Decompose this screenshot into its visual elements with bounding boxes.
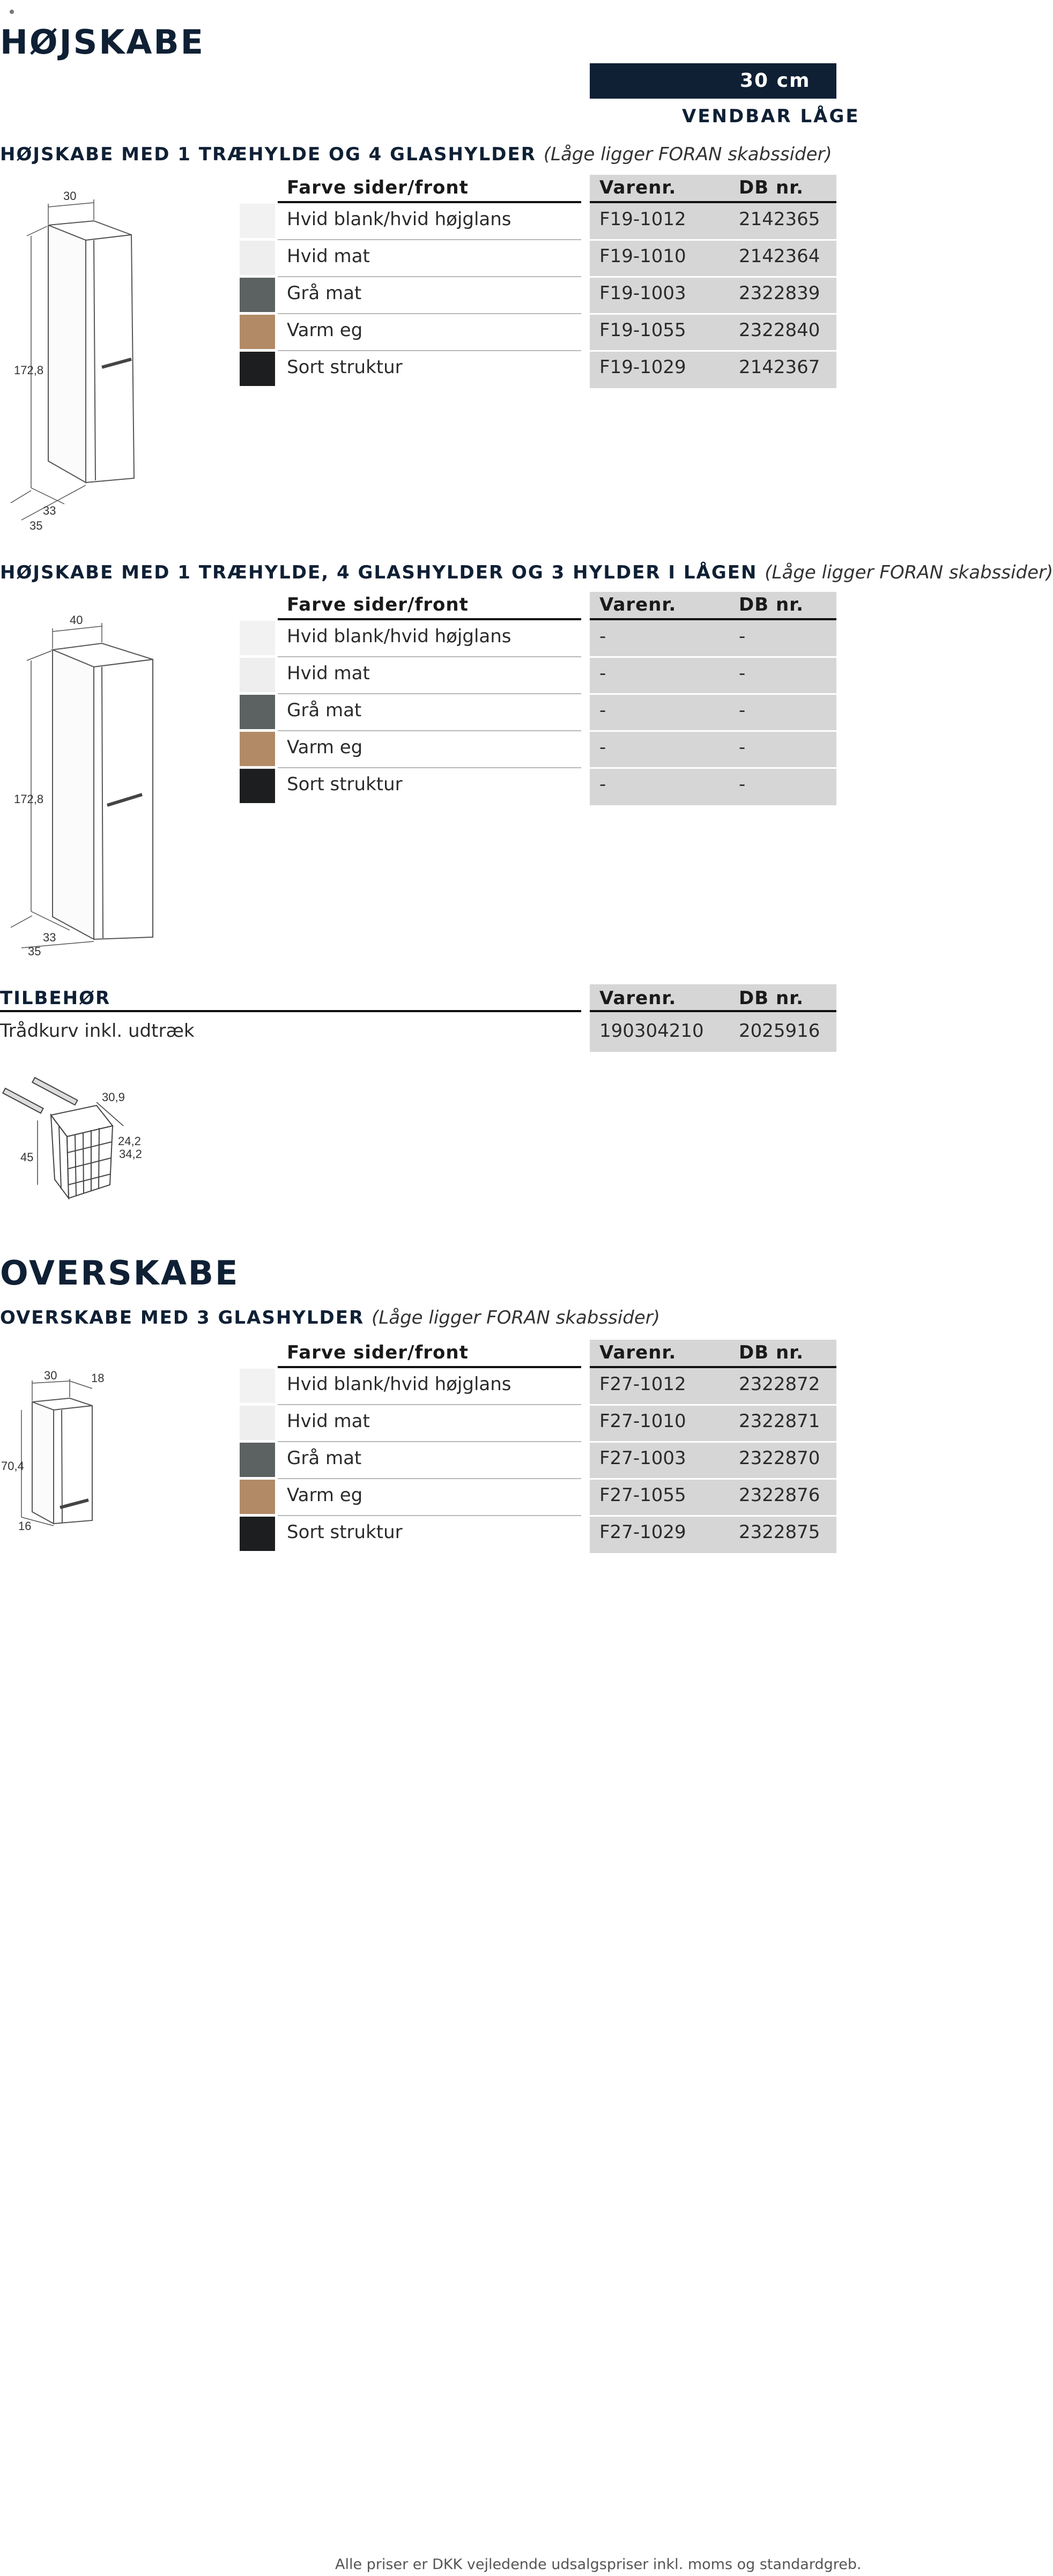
- color-swatch: [240, 769, 275, 803]
- varenr-cell: -: [599, 737, 606, 758]
- dim-depth-outer: 35: [28, 945, 41, 958]
- dbnr-cell: 2142367: [739, 357, 820, 378]
- row-divider: [278, 1404, 581, 1405]
- color-swatch: [240, 658, 275, 692]
- row-divider: [278, 693, 581, 694]
- color-name: Sort struktur: [287, 357, 403, 378]
- row-divider: [590, 1404, 836, 1406]
- tall-cabinet-drawing: [0, 600, 161, 960]
- price-columns-bg: [590, 592, 836, 805]
- dim-height: 70,4: [1, 1459, 24, 1473]
- section-title-text: HØJSKABE MED 1 TRÆHYLDE OG 4 GLASHYLDER: [0, 144, 536, 165]
- color-swatch: [240, 621, 275, 655]
- varenr-cell: F27-1003: [599, 1447, 686, 1469]
- dim-height: 45: [20, 1150, 34, 1164]
- bullet-icon: [10, 10, 14, 14]
- dbnr-cell: 2142364: [739, 246, 820, 267]
- color-name: Varm eg: [287, 1484, 363, 1506]
- color-name: Varm eg: [287, 320, 363, 341]
- color-swatch: [240, 352, 275, 386]
- size-header: 30 cm: [590, 63, 836, 99]
- varenr-cell: -: [599, 663, 606, 684]
- row-divider: [278, 239, 581, 240]
- color-swatch: [240, 1406, 275, 1440]
- header-rule: [590, 201, 836, 203]
- dim-width: 30,9: [102, 1090, 125, 1104]
- page-title: HØJSKABE: [0, 23, 205, 62]
- header-rule: [0, 1010, 581, 1012]
- door-label: VENDBAR LÅGE: [682, 106, 860, 127]
- row-divider: [278, 1478, 581, 1479]
- col-varenr-header: Varenr.: [599, 1342, 677, 1363]
- row-divider: [590, 313, 836, 315]
- col-color-header: Farve sider/front: [287, 177, 469, 198]
- col-color-header: Farve sider/front: [287, 594, 469, 615]
- accessory-name: Trådkurv inkl. udtræk: [0, 1020, 195, 1042]
- col-dbnr-header: DB nr.: [739, 1342, 804, 1363]
- section-title: [0, 1307, 660, 1328]
- dbnr-cell: 2142365: [739, 209, 820, 230]
- dim-height: 172,8: [14, 363, 44, 377]
- dbnr-cell: -: [739, 700, 746, 721]
- accessories-title: TILBEHØR: [0, 988, 111, 1009]
- color-name: Sort struktur: [287, 774, 403, 795]
- color-swatch: [240, 695, 275, 729]
- row-divider: [278, 276, 581, 277]
- row-divider: [278, 1515, 581, 1516]
- varenr-cell: F19-1029: [599, 357, 686, 378]
- row-divider: [590, 767, 836, 769]
- dbnr-cell: -: [739, 663, 746, 684]
- dbnr-cell: 2322839: [739, 283, 820, 304]
- row-divider: [590, 1478, 836, 1480]
- color-name: Hvid mat: [287, 1411, 370, 1432]
- footer-note: Alle priser er DKK vejledende udsalgspriser inkl. moms og standardgreb.: [335, 2556, 862, 2573]
- row-divider: [590, 239, 836, 241]
- varenr-cell: F27-1055: [599, 1484, 686, 1506]
- dbnr-cell: 2322876: [739, 1484, 820, 1506]
- wall-cabinet-drawing: [0, 1367, 123, 1539]
- section-heading: OVERSKABE: [0, 1253, 240, 1293]
- dbnr-cell: 2322840: [739, 320, 820, 341]
- col-varenr-header: Varenr.: [599, 988, 677, 1009]
- section-note: (Låge ligger FORAN skabssider): [372, 1307, 661, 1328]
- section-note: (Låge ligger FORAN skabssider): [543, 144, 832, 165]
- dim-width: 30: [63, 189, 77, 203]
- row-divider: [590, 350, 836, 352]
- header-rule: [278, 618, 581, 620]
- color-swatch: [240, 241, 275, 275]
- color-name: Hvid blank/hvid højglans: [287, 209, 511, 230]
- dim-depth-inner: 33: [43, 504, 56, 517]
- varenr-cell: F27-1029: [599, 1521, 686, 1543]
- varenr-cell: F19-1010: [599, 246, 686, 267]
- color-name: Grå mat: [287, 700, 362, 721]
- dim-height: 172,8: [14, 792, 44, 806]
- row-divider: [590, 656, 836, 658]
- dim-depth: 18: [91, 1371, 105, 1385]
- row-divider: [590, 276, 836, 278]
- color-name: Hvid blank/hvid højglans: [287, 626, 511, 647]
- color-swatch: [240, 1480, 275, 1514]
- dbnr-cell: 2322872: [739, 1374, 820, 1395]
- header-rule: [590, 1366, 836, 1368]
- dbnr-cell: 2322871: [739, 1411, 820, 1432]
- varenr-cell: -: [599, 626, 606, 647]
- header-rule: [590, 1010, 836, 1012]
- varenr-cell: F27-1010: [599, 1411, 686, 1432]
- dim-width: 40: [70, 613, 83, 627]
- header-rule: [278, 201, 581, 203]
- color-name: Grå mat: [287, 283, 362, 304]
- color-swatch: [240, 315, 275, 349]
- section-title-text: HØJSKABE MED 1 TRÆHYLDE, 4 GLASHYLDER OG 3 HYLDER I LÅGEN: [0, 562, 758, 583]
- dim-depth1: 24,2: [118, 1134, 141, 1148]
- varenr-cell: F19-1003: [599, 283, 686, 304]
- color-name: Hvid mat: [287, 663, 370, 684]
- tall-cabinet-drawing: [0, 182, 145, 536]
- dim-depth2: 34,2: [119, 1147, 142, 1161]
- row-divider: [590, 730, 836, 732]
- col-dbnr-header: DB nr.: [739, 177, 804, 198]
- accessory-varenr: 190304210: [599, 1020, 704, 1042]
- dim-bottom: 16: [18, 1519, 32, 1533]
- color-name: Hvid blank/hvid højglans: [287, 1374, 511, 1395]
- section-title-text: OVERSKABE MED 3 GLASHYLDER: [0, 1307, 365, 1328]
- dim-width: 30: [44, 1369, 57, 1382]
- row-divider: [278, 730, 581, 731]
- row-divider: [278, 1441, 581, 1442]
- accessory-dbnr: 2025916: [739, 1020, 820, 1042]
- col-dbnr-header: DB nr.: [739, 988, 804, 1009]
- section-note: (Låge ligger FORAN skabssider): [765, 562, 1053, 583]
- wire-basket-drawing: [0, 1072, 161, 1212]
- color-name: Sort struktur: [287, 1521, 403, 1543]
- row-divider: [278, 767, 581, 768]
- color-name: Grå mat: [287, 1447, 362, 1469]
- color-swatch: [240, 278, 275, 312]
- varenr-cell: -: [599, 700, 606, 721]
- varenr-cell: F19-1055: [599, 320, 686, 341]
- section-title: [0, 144, 832, 165]
- varenr-cell: -: [599, 774, 606, 795]
- color-swatch: [240, 1369, 275, 1403]
- dim-depth-inner: 33: [43, 931, 56, 944]
- color-swatch: [240, 1443, 275, 1477]
- row-divider: [590, 1515, 836, 1517]
- dbnr-cell: 2322870: [739, 1447, 820, 1469]
- color-swatch: [240, 1517, 275, 1551]
- col-varenr-header: Varenr.: [599, 177, 677, 198]
- varenr-cell: F19-1012: [599, 209, 686, 230]
- dim-depth-outer: 35: [29, 519, 43, 532]
- row-divider: [590, 693, 836, 695]
- varenr-cell: F27-1012: [599, 1374, 686, 1395]
- header-rule: [278, 1366, 581, 1368]
- col-varenr-header: Varenr.: [599, 594, 677, 615]
- header-rule: [590, 618, 836, 620]
- color-swatch: [240, 732, 275, 766]
- row-divider: [278, 350, 581, 351]
- color-name: Hvid mat: [287, 246, 370, 267]
- color-swatch: [240, 204, 275, 238]
- dbnr-cell: -: [739, 737, 746, 758]
- row-divider: [278, 313, 581, 314]
- col-dbnr-header: DB nr.: [739, 594, 804, 615]
- row-divider: [278, 656, 581, 657]
- section-title: [0, 562, 1053, 583]
- dbnr-cell: 2322875: [739, 1521, 820, 1543]
- row-divider: [590, 1441, 836, 1443]
- dbnr-cell: -: [739, 626, 746, 647]
- dbnr-cell: -: [739, 774, 746, 795]
- color-name: Varm eg: [287, 737, 363, 758]
- col-color-header: Farve sider/front: [287, 1342, 469, 1363]
